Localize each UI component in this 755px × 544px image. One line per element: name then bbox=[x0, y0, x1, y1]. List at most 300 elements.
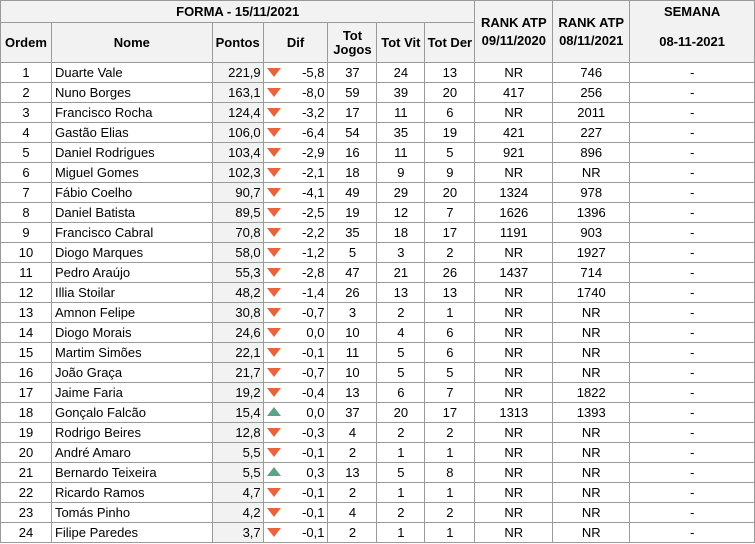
cell-dif bbox=[263, 423, 328, 443]
cell-tot-vit: 2 bbox=[377, 303, 425, 323]
dif-value: -0,1 bbox=[302, 525, 325, 540]
cell-semana: - bbox=[630, 223, 755, 243]
cell-tot-vit: 5 bbox=[377, 363, 425, 383]
cell-rank-2021: 2011 bbox=[553, 103, 630, 123]
cell-tot-der: 26 bbox=[425, 263, 475, 283]
cell-rank-2021: 714 bbox=[553, 263, 630, 283]
cell-rank-2021: 978 bbox=[553, 183, 630, 203]
col-nome: Nome bbox=[51, 23, 212, 63]
cell-rank-2020: NR bbox=[475, 243, 553, 263]
cell-tot-jogos: 10 bbox=[328, 323, 377, 343]
cell-tot-vit: 4 bbox=[377, 323, 425, 343]
table-row bbox=[1, 283, 755, 303]
cell-rank-2020: 1437 bbox=[475, 263, 553, 283]
cell-rank-2021: NR bbox=[553, 163, 630, 183]
dif-value: -2,1 bbox=[302, 165, 325, 180]
cell-semana: - bbox=[630, 423, 755, 443]
dif-value: -2,9 bbox=[302, 145, 325, 160]
cell-pontos: 89,5 bbox=[212, 203, 263, 223]
cell-tot-jogos: 59 bbox=[328, 83, 377, 103]
cell-ordem: 7 bbox=[1, 183, 52, 203]
rank-atp-2021-label: RANK ATP bbox=[558, 14, 625, 30]
cell-semana: - bbox=[630, 183, 755, 203]
dif-value: -0,3 bbox=[302, 425, 325, 440]
triangle-down-icon bbox=[267, 228, 281, 237]
cell-ordem: 2 bbox=[1, 83, 52, 103]
cell-tot-der: 2 bbox=[425, 423, 475, 443]
cell-pontos: 58,0 bbox=[212, 243, 263, 263]
cell-tot-vit: 2 bbox=[377, 423, 425, 443]
cell-pontos: 48,2 bbox=[212, 283, 263, 303]
cell-tot-der: 6 bbox=[425, 343, 475, 363]
cell-ordem: 12 bbox=[1, 283, 52, 303]
cell-dif bbox=[263, 403, 328, 423]
rank-atp-2020-label: RANK ATP bbox=[480, 14, 547, 30]
cell-dif bbox=[263, 383, 328, 403]
cell-semana: - bbox=[630, 123, 755, 143]
table-row bbox=[1, 223, 755, 243]
cell-pontos: 19,2 bbox=[212, 383, 263, 403]
rank-atp-2020-header bbox=[475, 1, 553, 63]
cell-rank-2021: 746 bbox=[553, 63, 630, 83]
cell-tot-jogos: 13 bbox=[328, 463, 377, 483]
cell-nome: Gastão Elias bbox=[51, 123, 212, 143]
cell-tot-der: 19 bbox=[425, 123, 475, 143]
cell-tot-der: 1 bbox=[425, 303, 475, 323]
cell-pontos: 5,5 bbox=[212, 463, 263, 483]
cell-rank-2020: NR bbox=[475, 343, 553, 363]
cell-rank-2021: NR bbox=[553, 463, 630, 483]
cell-nome: Jaime Faria bbox=[51, 383, 212, 403]
cell-rank-2021: 896 bbox=[553, 143, 630, 163]
cell-rank-2020: NR bbox=[475, 523, 553, 543]
dif-value: -2,8 bbox=[302, 265, 325, 280]
cell-rank-2020: NR bbox=[475, 483, 553, 503]
table-row bbox=[1, 523, 755, 543]
cell-dif bbox=[263, 263, 328, 283]
cell-pontos: 163,1 bbox=[212, 83, 263, 103]
cell-rank-2020: NR bbox=[475, 63, 553, 83]
cell-rank-2021: NR bbox=[553, 443, 630, 463]
cell-tot-der: 1 bbox=[425, 483, 475, 503]
triangle-down-icon bbox=[267, 348, 281, 357]
cell-ordem: 14 bbox=[1, 323, 52, 343]
cell-ordem: 18 bbox=[1, 403, 52, 423]
cell-pontos: 106,0 bbox=[212, 123, 263, 143]
dif-value: -4,1 bbox=[302, 185, 325, 200]
cell-nome: Diogo Marques bbox=[51, 243, 212, 263]
cell-nome: Daniel Rodrigues bbox=[51, 143, 212, 163]
cell-rank-2020: NR bbox=[475, 163, 553, 183]
cell-ordem: 22 bbox=[1, 483, 52, 503]
cell-semana: - bbox=[630, 243, 755, 263]
cell-rank-2021: 256 bbox=[553, 83, 630, 103]
cell-nome: Miguel Gomes bbox=[51, 163, 212, 183]
dif-value: -3,2 bbox=[302, 105, 325, 120]
cell-tot-der: 2 bbox=[425, 243, 475, 263]
cell-rank-2020: 1324 bbox=[475, 183, 553, 203]
table-body bbox=[1, 63, 755, 543]
dif-value: -2,5 bbox=[302, 205, 325, 220]
cell-rank-2021: 903 bbox=[553, 223, 630, 243]
cell-tot-vit: 3 bbox=[377, 243, 425, 263]
cell-rank-2021: 1822 bbox=[553, 383, 630, 403]
table-row bbox=[1, 303, 755, 323]
cell-semana: - bbox=[630, 503, 755, 523]
cell-semana: - bbox=[630, 343, 755, 363]
cell-tot-vit: 5 bbox=[377, 343, 425, 363]
cell-ordem: 9 bbox=[1, 223, 52, 243]
cell-dif bbox=[263, 103, 328, 123]
cell-rank-2021: NR bbox=[553, 303, 630, 323]
cell-semana: - bbox=[630, 203, 755, 223]
table-row bbox=[1, 383, 755, 403]
cell-tot-jogos: 37 bbox=[328, 403, 377, 423]
cell-semana: - bbox=[630, 403, 755, 423]
cell-rank-2021: 1927 bbox=[553, 243, 630, 263]
cell-ordem: 11 bbox=[1, 263, 52, 283]
table-row bbox=[1, 103, 755, 123]
cell-ordem: 10 bbox=[1, 243, 52, 263]
cell-semana: - bbox=[630, 443, 755, 463]
cell-dif bbox=[263, 83, 328, 103]
cell-semana: - bbox=[630, 143, 755, 163]
cell-tot-vit: 13 bbox=[377, 283, 425, 303]
cell-pontos: 102,3 bbox=[212, 163, 263, 183]
cell-ordem: 5 bbox=[1, 143, 52, 163]
cell-tot-vit: 29 bbox=[377, 183, 425, 203]
cell-ordem: 23 bbox=[1, 503, 52, 523]
cell-semana: - bbox=[630, 283, 755, 303]
semana-date: 08-11-2021 bbox=[659, 34, 725, 49]
cell-dif bbox=[263, 443, 328, 463]
triangle-down-icon bbox=[267, 248, 281, 257]
cell-tot-vit: 11 bbox=[377, 103, 425, 123]
rank-atp-2020-date: 09/11/2020 bbox=[481, 32, 546, 48]
cell-tot-jogos: 5 bbox=[328, 243, 377, 263]
cell-tot-jogos: 2 bbox=[328, 443, 377, 463]
cell-tot-der: 5 bbox=[425, 363, 475, 383]
cell-nome: Diogo Morais bbox=[51, 323, 212, 343]
cell-dif bbox=[263, 503, 328, 523]
cell-rank-2020: NR bbox=[475, 463, 553, 483]
cell-tot-vit: 24 bbox=[377, 63, 425, 83]
table-row bbox=[1, 343, 755, 363]
cell-rank-2021: 1396 bbox=[553, 203, 630, 223]
cell-tot-vit: 5 bbox=[377, 463, 425, 483]
cell-nome: Filipe Paredes bbox=[51, 523, 212, 543]
cell-dif bbox=[263, 243, 328, 263]
dif-value: -5,8 bbox=[302, 65, 325, 80]
cell-tot-der: 17 bbox=[425, 223, 475, 243]
cell-ordem: 13 bbox=[1, 303, 52, 323]
cell-nome: Tomás Pinho bbox=[51, 503, 212, 523]
triangle-down-icon bbox=[267, 428, 281, 437]
cell-semana: - bbox=[630, 63, 755, 83]
cell-rank-2021: NR bbox=[553, 503, 630, 523]
table-row bbox=[1, 183, 755, 203]
cell-ordem: 8 bbox=[1, 203, 52, 223]
cell-tot-der: 7 bbox=[425, 203, 475, 223]
cell-pontos: 5,5 bbox=[212, 443, 263, 463]
cell-tot-vit: 39 bbox=[377, 83, 425, 103]
cell-pontos: 15,4 bbox=[212, 403, 263, 423]
cell-tot-der: 5 bbox=[425, 143, 475, 163]
cell-tot-der: 8 bbox=[425, 463, 475, 483]
cell-dif bbox=[263, 323, 328, 343]
cell-rank-2020: NR bbox=[475, 423, 553, 443]
cell-tot-jogos: 18 bbox=[328, 163, 377, 183]
cell-tot-vit: 1 bbox=[377, 443, 425, 463]
cell-pontos: 22,1 bbox=[212, 343, 263, 363]
cell-tot-vit: 2 bbox=[377, 503, 425, 523]
cell-semana: - bbox=[630, 323, 755, 343]
cell-tot-jogos: 17 bbox=[328, 103, 377, 123]
cell-nome: Nuno Borges bbox=[51, 83, 212, 103]
cell-rank-2020: 421 bbox=[475, 123, 553, 143]
dif-value: -6,4 bbox=[302, 125, 325, 140]
triangle-down-icon bbox=[267, 288, 281, 297]
cell-pontos: 55,3 bbox=[212, 263, 263, 283]
cell-tot-der: 1 bbox=[425, 443, 475, 463]
cell-semana: - bbox=[630, 83, 755, 103]
cell-rank-2020: 1626 bbox=[475, 203, 553, 223]
cell-tot-jogos: 10 bbox=[328, 363, 377, 383]
cell-rank-2020: 921 bbox=[475, 143, 553, 163]
dif-value: 0,0 bbox=[306, 325, 325, 340]
cell-semana: - bbox=[630, 263, 755, 283]
cell-nome: Francisco Rocha bbox=[51, 103, 212, 123]
cell-rank-2020: NR bbox=[475, 323, 553, 343]
triangle-down-icon bbox=[267, 328, 281, 337]
col-tot-jogos-l1: Tot bbox=[342, 27, 363, 43]
cell-pontos: 90,7 bbox=[212, 183, 263, 203]
cell-tot-der: 13 bbox=[425, 283, 475, 303]
cell-rank-2020: NR bbox=[475, 443, 553, 463]
cell-nome: João Graça bbox=[51, 363, 212, 383]
cell-tot-jogos: 13 bbox=[328, 383, 377, 403]
table-row bbox=[1, 63, 755, 83]
triangle-down-icon bbox=[267, 388, 281, 397]
cell-nome: Ricardo Ramos bbox=[51, 483, 212, 503]
cell-rank-2020: NR bbox=[475, 283, 553, 303]
triangle-down-icon bbox=[267, 488, 281, 497]
cell-pontos: 70,8 bbox=[212, 223, 263, 243]
rank-atp-2021-date: 08/11/2021 bbox=[559, 32, 624, 48]
triangle-down-icon bbox=[267, 188, 281, 197]
cell-tot-der: 6 bbox=[425, 323, 475, 343]
cell-tot-vit: 20 bbox=[377, 403, 425, 423]
dif-value: 0,3 bbox=[306, 465, 325, 480]
cell-rank-2020: NR bbox=[475, 103, 553, 123]
col-ordem: Ordem bbox=[1, 23, 52, 63]
table-row bbox=[1, 323, 755, 343]
table-row bbox=[1, 263, 755, 283]
table-row bbox=[1, 443, 755, 463]
cell-pontos: 24,6 bbox=[212, 323, 263, 343]
cell-tot-der: 20 bbox=[425, 83, 475, 103]
cell-rank-2020: 1313 bbox=[475, 403, 553, 423]
cell-tot-jogos: 49 bbox=[328, 183, 377, 203]
cell-rank-2020: NR bbox=[475, 363, 553, 383]
cell-ordem: 24 bbox=[1, 523, 52, 543]
cell-tot-jogos: 3 bbox=[328, 303, 377, 323]
triangle-down-icon bbox=[267, 308, 281, 317]
col-dif: Dif bbox=[263, 23, 328, 63]
table-row bbox=[1, 143, 755, 163]
cell-rank-2020: NR bbox=[475, 503, 553, 523]
col-tot-jogos bbox=[328, 23, 377, 63]
cell-nome: Duarte Vale bbox=[51, 63, 212, 83]
cell-dif bbox=[263, 163, 328, 183]
triangle-down-icon bbox=[267, 88, 281, 97]
cell-tot-jogos: 19 bbox=[328, 203, 377, 223]
cell-ordem: 20 bbox=[1, 443, 52, 463]
cell-tot-jogos: 16 bbox=[328, 143, 377, 163]
cell-rank-2021: NR bbox=[553, 343, 630, 363]
cell-ordem: 16 bbox=[1, 363, 52, 383]
cell-tot-der: 6 bbox=[425, 103, 475, 123]
cell-tot-jogos: 47 bbox=[328, 263, 377, 283]
cell-tot-vit: 9 bbox=[377, 163, 425, 183]
triangle-up-icon bbox=[267, 467, 281, 476]
triangle-up-icon bbox=[267, 407, 281, 416]
triangle-down-icon bbox=[267, 208, 281, 217]
cell-dif bbox=[263, 63, 328, 83]
cell-nome: Illia Stoilar bbox=[51, 283, 212, 303]
triangle-down-icon bbox=[267, 68, 281, 77]
cell-nome: Francisco Cabral bbox=[51, 223, 212, 243]
triangle-down-icon bbox=[267, 528, 281, 537]
cell-rank-2020: 1191 bbox=[475, 223, 553, 243]
cell-ordem: 3 bbox=[1, 103, 52, 123]
cell-tot-vit: 1 bbox=[377, 523, 425, 543]
cell-dif bbox=[263, 463, 328, 483]
cell-semana: - bbox=[630, 303, 755, 323]
dif-value: -0,1 bbox=[302, 505, 325, 520]
cell-rank-2020: 417 bbox=[475, 83, 553, 103]
cell-tot-jogos: 54 bbox=[328, 123, 377, 143]
triangle-down-icon bbox=[267, 128, 281, 137]
table-row bbox=[1, 483, 755, 503]
triangle-down-icon bbox=[267, 368, 281, 377]
dif-value: -8,0 bbox=[302, 85, 325, 100]
table-row bbox=[1, 123, 755, 143]
cell-tot-der: 7 bbox=[425, 383, 475, 403]
triangle-down-icon bbox=[267, 148, 281, 157]
cell-pontos: 221,9 bbox=[212, 63, 263, 83]
cell-rank-2020: NR bbox=[475, 303, 553, 323]
cell-tot-der: 20 bbox=[425, 183, 475, 203]
cell-dif bbox=[263, 363, 328, 383]
cell-pontos: 3,7 bbox=[212, 523, 263, 543]
rank-atp-2021-header bbox=[553, 1, 630, 63]
cell-tot-jogos: 4 bbox=[328, 503, 377, 523]
cell-semana: - bbox=[630, 383, 755, 403]
cell-tot-jogos: 2 bbox=[328, 483, 377, 503]
dif-value: -1,4 bbox=[302, 285, 325, 300]
cell-pontos: 4,7 bbox=[212, 483, 263, 503]
cell-tot-jogos: 26 bbox=[328, 283, 377, 303]
cell-nome: Daniel Batista bbox=[51, 203, 212, 223]
cell-semana: - bbox=[630, 523, 755, 543]
cell-ordem: 4 bbox=[1, 123, 52, 143]
cell-tot-jogos: 11 bbox=[328, 343, 377, 363]
dif-value: -0,1 bbox=[302, 445, 325, 460]
cell-semana: - bbox=[630, 103, 755, 123]
cell-dif bbox=[263, 123, 328, 143]
table-row bbox=[1, 163, 755, 183]
cell-dif bbox=[263, 343, 328, 363]
table-row bbox=[1, 203, 755, 223]
cell-tot-vit: 35 bbox=[377, 123, 425, 143]
cell-pontos: 103,4 bbox=[212, 143, 263, 163]
cell-rank-2021: NR bbox=[553, 483, 630, 503]
cell-tot-vit: 6 bbox=[377, 383, 425, 403]
cell-pontos: 124,4 bbox=[212, 103, 263, 123]
cell-rank-2021: 1740 bbox=[553, 283, 630, 303]
cell-rank-2021: 227 bbox=[553, 123, 630, 143]
dif-value: -0,7 bbox=[302, 365, 325, 380]
cell-nome: Martim Simões bbox=[51, 343, 212, 363]
triangle-down-icon bbox=[267, 168, 281, 177]
cell-pontos: 21,7 bbox=[212, 363, 263, 383]
col-tot-jogos-l2: Jogos bbox=[333, 41, 372, 57]
cell-nome: Rodrigo Beires bbox=[51, 423, 212, 443]
cell-tot-der: 9 bbox=[425, 163, 475, 183]
semana-label: SEMANA bbox=[663, 4, 721, 19]
col-tot-vit: Tot Vit bbox=[377, 23, 425, 63]
table-row bbox=[1, 423, 755, 443]
cell-tot-jogos: 4 bbox=[328, 423, 377, 443]
table-row bbox=[1, 243, 755, 263]
table-title: FORMA - 15/11/2021 bbox=[1, 1, 475, 23]
cell-tot-der: 17 bbox=[425, 403, 475, 423]
cell-dif bbox=[263, 203, 328, 223]
cell-tot-jogos: 37 bbox=[328, 63, 377, 83]
dif-value: -0,7 bbox=[302, 305, 325, 320]
cell-pontos: 30,8 bbox=[212, 303, 263, 323]
cell-rank-2021: NR bbox=[553, 423, 630, 443]
col-tot-der: Tot Der bbox=[425, 23, 475, 63]
cell-ordem: 1 bbox=[1, 63, 52, 83]
dif-value: -0,4 bbox=[302, 385, 325, 400]
cell-tot-vit: 11 bbox=[377, 143, 425, 163]
table-row bbox=[1, 503, 755, 523]
cell-rank-2020: NR bbox=[475, 383, 553, 403]
cell-nome: Bernardo Teixeira bbox=[51, 463, 212, 483]
cell-nome: André Amaro bbox=[51, 443, 212, 463]
cell-semana: - bbox=[630, 363, 755, 383]
cell-tot-der: 1 bbox=[425, 523, 475, 543]
cell-dif bbox=[263, 283, 328, 303]
triangle-down-icon bbox=[267, 448, 281, 457]
table-row bbox=[1, 403, 755, 423]
cell-ordem: 21 bbox=[1, 463, 52, 483]
triangle-down-icon bbox=[267, 268, 281, 277]
cell-tot-der: 13 bbox=[425, 63, 475, 83]
cell-tot-vit: 18 bbox=[377, 223, 425, 243]
cell-nome: Fábio Coelho bbox=[51, 183, 212, 203]
cell-dif bbox=[263, 523, 328, 543]
table-row bbox=[1, 363, 755, 383]
cell-tot-jogos: 2 bbox=[328, 523, 377, 543]
cell-rank-2021: 1393 bbox=[553, 403, 630, 423]
table-row bbox=[1, 83, 755, 103]
triangle-down-icon bbox=[267, 508, 281, 517]
cell-ordem: 6 bbox=[1, 163, 52, 183]
table-row bbox=[1, 463, 755, 483]
